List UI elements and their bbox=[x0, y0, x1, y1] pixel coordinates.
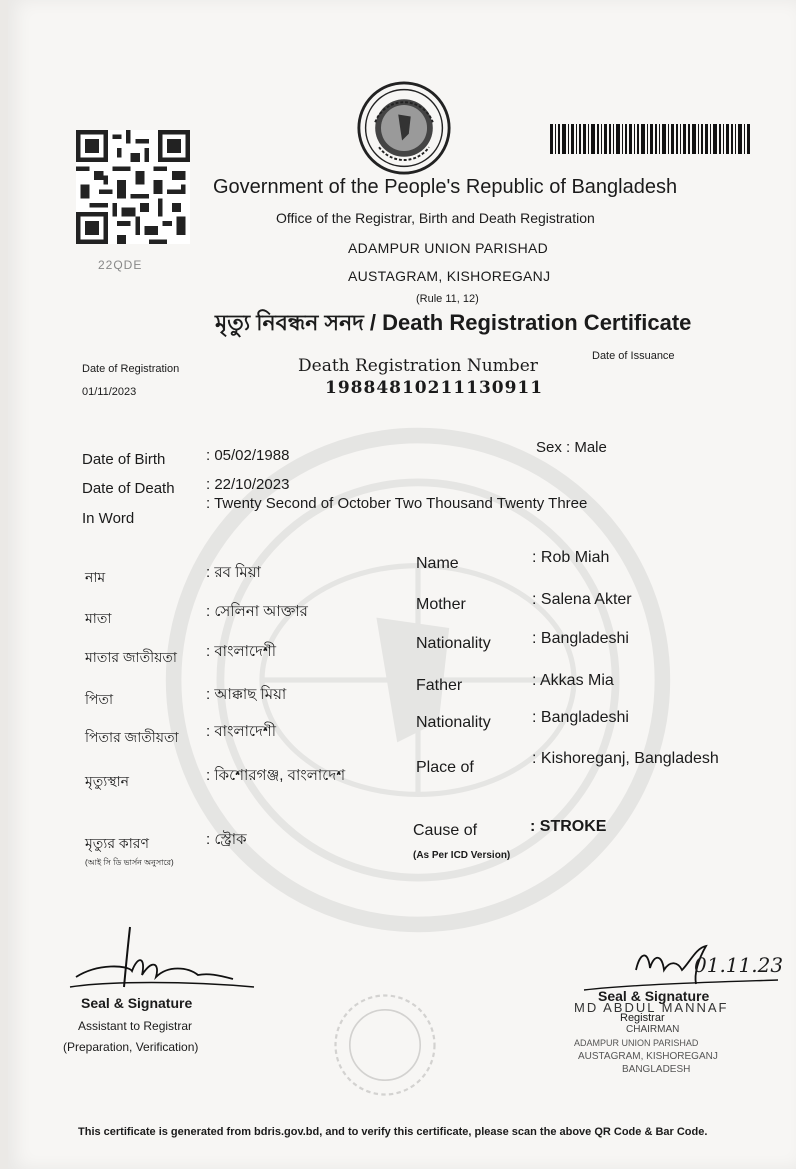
registrar-stamp-union: ADAMPUR UNION PARISHAD bbox=[574, 1038, 699, 1048]
mother-nationality-value: : Bangladeshi bbox=[532, 630, 629, 647]
bn-death-cause-label: মৃত্যুর কারণ bbox=[85, 835, 149, 851]
icd-note: (As Per ICD Version) bbox=[413, 850, 511, 861]
bn-father-nationality-value: : বাংলাদেশী bbox=[206, 723, 277, 740]
qr-code-text: 22QDE bbox=[98, 258, 143, 272]
bn-death-place-value: : কিশোরগঞ্জ, বাংলাদেশ bbox=[206, 767, 346, 784]
death-date-value: : 22/10/2023 bbox=[206, 476, 290, 493]
upazila-district: AUSTAGRAM, KISHOREGANJ bbox=[348, 268, 551, 284]
certificate-title: মৃত্যু নিবন্ধন সনদ / Death Registration Certificate bbox=[215, 310, 692, 335]
father-nationality-value: : Bangladeshi bbox=[532, 709, 629, 726]
bn-father-nationality-label: পিতার জাতীয়তা bbox=[85, 729, 179, 745]
registrar-role: Registrar bbox=[620, 1012, 665, 1024]
sex-field: Sex : Male bbox=[536, 439, 607, 456]
bn-death-place-label: মৃত্যুস্থান bbox=[85, 773, 130, 789]
center-stamp-icon bbox=[330, 990, 440, 1100]
bn-mother-value: : সেলিনা আক্তার bbox=[206, 603, 308, 620]
qr-code-icon bbox=[76, 126, 190, 248]
death-place-value: : Kishoreganj, Bangladesh bbox=[532, 750, 719, 767]
bn-father-value: : আক্কাছ মিয়া bbox=[206, 686, 287, 703]
assistant-registrar-detail: (Preparation, Verification) bbox=[63, 1040, 199, 1054]
bn-mother-label: মাতা bbox=[85, 610, 112, 626]
left-seal-signature-label: Seal & Signature bbox=[81, 995, 193, 1011]
registration-date-value: 01/11/2023 bbox=[82, 386, 137, 398]
registrar-stamp-name: MD ABDUL MANNAF bbox=[574, 1000, 729, 1015]
assistant-registrar-role: Assistant to Registrar bbox=[78, 1019, 193, 1033]
faint-stamp-line-1 bbox=[118, 1070, 121, 1084]
registrar-handwritten-date: 01.11.23 bbox=[694, 953, 784, 977]
name-label: Name bbox=[416, 555, 459, 572]
birth-date-label: Date of Birth bbox=[82, 451, 166, 468]
right-seal-signature-label: Seal & Signature bbox=[598, 988, 710, 1004]
father-label: Father bbox=[416, 677, 463, 694]
registrar-stamp-country: BANGLADESH bbox=[622, 1064, 691, 1075]
office-title: Office of the Registrar, Birth and Death Registration bbox=[276, 210, 595, 226]
mother-value: : Salena Akter bbox=[532, 591, 632, 608]
verification-footer: This certificate is generated from bdris.gov.bd, and to verify this certificate, please scan the above QR Code & Bar Code. bbox=[78, 1126, 708, 1138]
registrar-stamp-title: CHAIRMAN bbox=[626, 1024, 680, 1035]
government-seal-icon bbox=[356, 80, 452, 176]
bn-name-value: : রব মিয়া bbox=[206, 564, 261, 581]
bn-mother-nationality-value: : বাংলাদেশী bbox=[206, 643, 277, 660]
in-word-label: In Word bbox=[82, 510, 135, 527]
bn-name-label: নাম bbox=[85, 569, 106, 585]
mother-label: Mother bbox=[416, 596, 466, 613]
death-cause-label: Cause of bbox=[413, 822, 478, 839]
in-word-value: : Twenty Second of October Two Thousand Twenty Three bbox=[206, 495, 588, 512]
bn-father-label: পিতা bbox=[85, 691, 114, 707]
barcode-icon bbox=[550, 124, 750, 154]
father-nationality-label: Nationality bbox=[416, 714, 491, 731]
registration-number-label: Death Registration Number bbox=[298, 356, 538, 376]
death-place-label: Place of bbox=[416, 759, 474, 776]
registrar-stamp-location: AUSTAGRAM, KISHOREGANJ bbox=[578, 1051, 718, 1062]
issuance-date-label: Date of Issuance bbox=[592, 350, 675, 362]
bn-death-cause-value: : স্ট্রোক bbox=[206, 831, 247, 848]
birth-date-value: : 05/02/1988 bbox=[206, 447, 290, 464]
certificate-paper bbox=[8, 0, 796, 1169]
bn-icd-note: (আই সি ডি ভার্সন অনুসারে) bbox=[85, 858, 174, 867]
registration-date-label: Date of Registration bbox=[82, 363, 180, 375]
father-value: : Akkas Mia bbox=[532, 672, 614, 689]
government-title: Government of the People's Republic of Bangladesh bbox=[213, 176, 678, 198]
mother-nationality-label: Nationality bbox=[416, 635, 491, 652]
death-cause-value: : STROKE bbox=[530, 818, 607, 835]
bn-mother-nationality-label: মাতার জাতীয়তা bbox=[85, 649, 177, 665]
death-date-label: Date of Death bbox=[82, 480, 175, 497]
registration-number: 19884810211130911 bbox=[325, 378, 544, 398]
assistant-signature-icon bbox=[68, 925, 258, 1005]
rule-reference: (Rule 11, 12) bbox=[416, 293, 479, 305]
name-value: : Rob Miah bbox=[532, 549, 610, 566]
union-name: ADAMPUR UNION PARISHAD bbox=[348, 240, 549, 256]
